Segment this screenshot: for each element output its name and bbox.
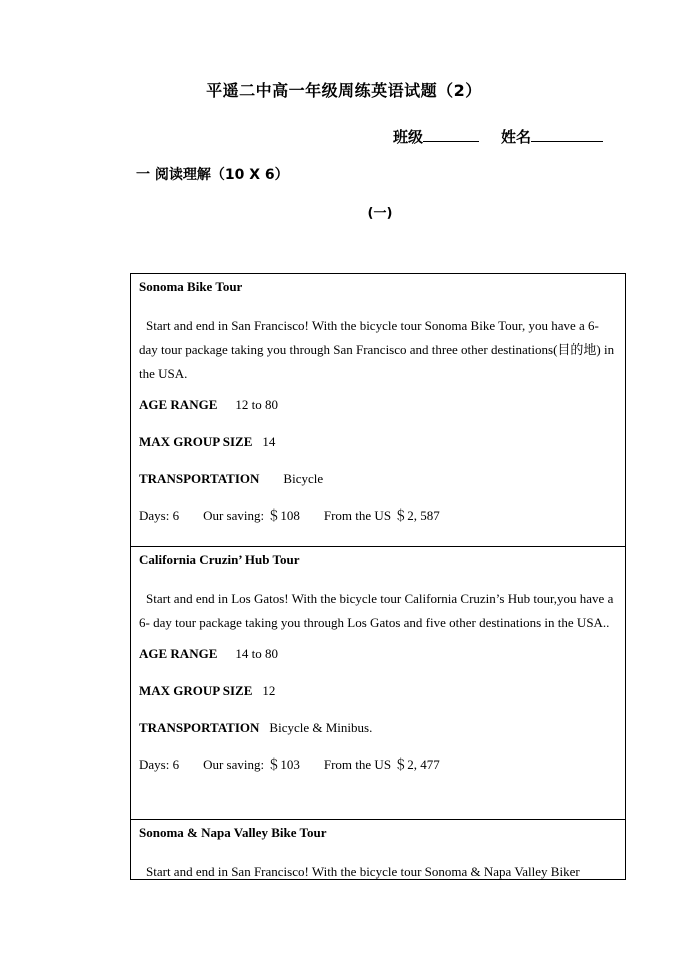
part-heading: (一) <box>367 206 393 221</box>
transportation-value: Bicycle & Minibus. <box>269 720 373 735</box>
age-range-label: AGE RANGE <box>139 397 218 412</box>
price-value: From the US ＄2, 477 <box>323 757 440 772</box>
group-size-label: MAX GROUP SIZE <box>139 683 253 698</box>
group-size-label: MAX GROUP SIZE <box>139 434 253 449</box>
tour-description: Start and end in San Francisco! With the bicycle tour Sonoma & Napa Valley Biker <box>146 864 580 879</box>
transportation-row <box>139 470 617 488</box>
tour-name: California Cruzin’ Hub Tour <box>139 552 300 567</box>
transportation-label: TRANSPORTATION <box>139 471 260 486</box>
saving-value: Our saving: ＄108 <box>203 508 300 523</box>
tour-cell-sonoma <box>131 274 625 547</box>
days-value: Days: 6 <box>139 508 180 523</box>
name-blank[interactable] <box>531 127 603 142</box>
saving-value: Our saving: ＄103 <box>203 757 300 772</box>
price-value: From the US ＄2, 587 <box>323 508 440 523</box>
tour-description: Start and end in San Francisco! With the bicycle tour Sonoma Bike Tour, you have a 6-day tour package taking you through San Francisco and three other destinations(目的地) in the USA. <box>139 318 615 381</box>
price-row <box>139 507 617 525</box>
age-range-row <box>139 645 617 663</box>
transportation-label: TRANSPORTATION <box>139 720 260 735</box>
tour-cell-napa <box>131 820 625 880</box>
days-value: Days: 6 <box>139 757 180 772</box>
tour-table <box>130 273 626 880</box>
age-range-value: 14 to 80 <box>235 646 278 661</box>
group-size-row <box>139 682 617 700</box>
tour-cell-california <box>131 547 625 820</box>
transportation-row <box>139 719 617 737</box>
transportation-value: Bicycle <box>283 471 324 486</box>
class-label: 班级 <box>393 128 424 146</box>
price-row <box>139 756 617 774</box>
page-title: 平遥二中高一年级周练英语试题（2） <box>206 81 482 100</box>
age-range-label: AGE RANGE <box>139 646 218 661</box>
group-size-row <box>139 433 617 451</box>
tour-description: Start and end in Los Gatos! With the bicycle tour California Cruzin’s Hub tour,you have a 6- day tour package taking you through Los Gatos and five other destinations in the USA.. <box>139 591 614 630</box>
group-size-value: 12 <box>262 683 276 698</box>
tour-name: Sonoma & Napa Valley Bike Tour <box>139 825 327 840</box>
name-label: 姓名 <box>501 128 532 146</box>
age-range-value: 12 to 80 <box>235 397 278 412</box>
student-info-line <box>393 126 603 147</box>
class-blank[interactable] <box>423 127 479 142</box>
section-heading: 一 阅读理解（10 X 6） <box>136 167 289 183</box>
group-size-value: 14 <box>262 434 276 449</box>
tour-name: Sonoma Bike Tour <box>139 279 243 294</box>
age-range-row <box>139 396 617 414</box>
